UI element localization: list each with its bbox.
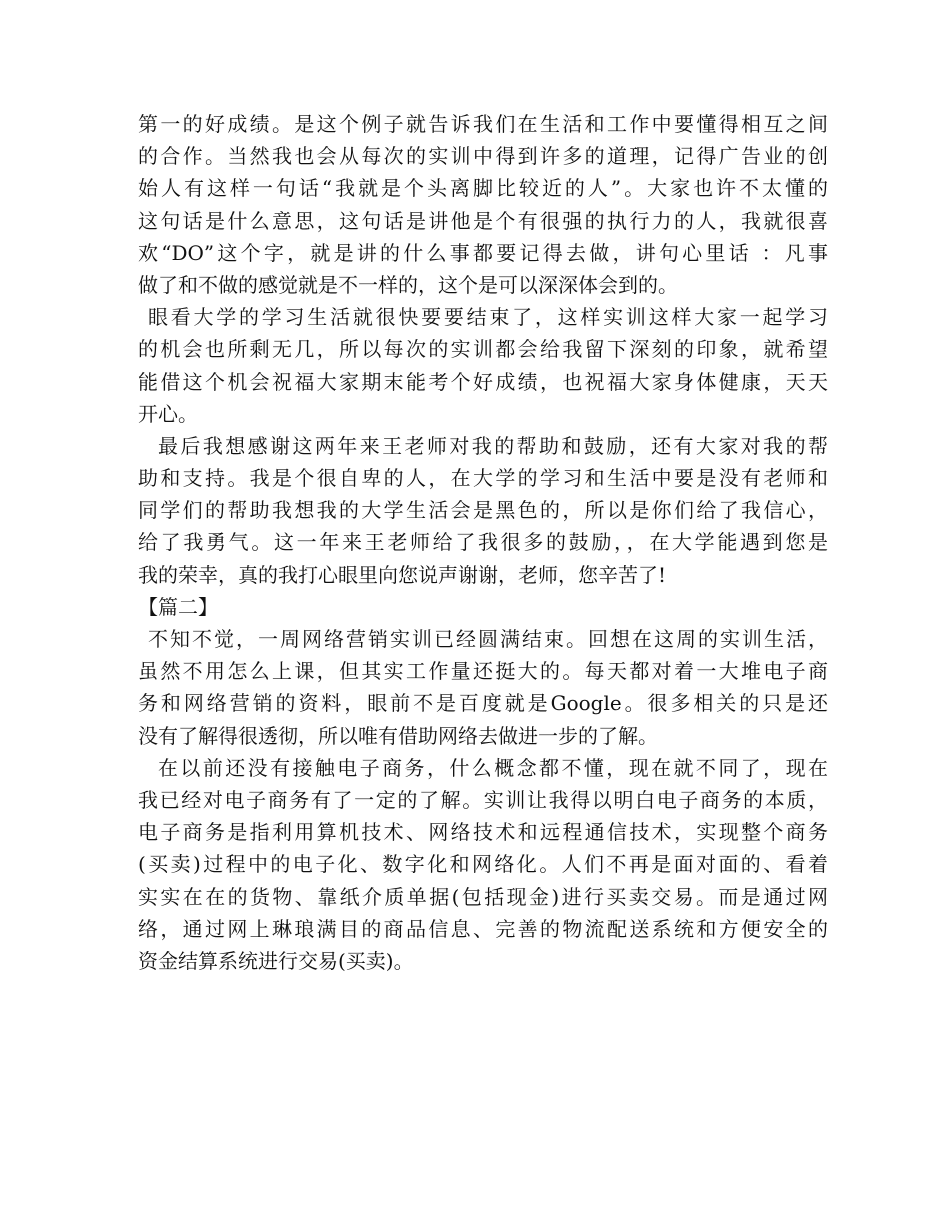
text-line: 的合作。当然我也会从每次的实训中得到许多的道理，记得广告业的创 [138, 144, 828, 169]
text-line: (买卖)过程中的电子化、数字化和网络化。人们不再是面对面的、看着 [138, 852, 828, 877]
text-line: 眼看大学的学习生活就很快要要结束了，这样实训这样大家一起学习 [148, 305, 828, 330]
text-line: 始人有这样一句话“我就是个头离脚比较近的人”。大家也许不太懂的 [138, 176, 828, 201]
document-body [138, 108, 828, 977]
text-line: 我已经对电子商务有了一定的了解。实训让我得以明白电子商务的本质， [138, 787, 828, 812]
text-line: 电子商务是指利用算机技术、网络技术和远程通信技术，实现整个商务 [138, 820, 828, 845]
text-line: 不知不觉，一周网络营销实训已经圆满结束。回想在这周的实训生活， [148, 627, 828, 651]
text-line: 开心。 [138, 401, 198, 426]
text-line: 没有了解得很透彻，所以唯有借助网络去做进一步的了解。 [138, 723, 658, 748]
text-line: 欢“DO”这个字，就是讲的什么事都要记得去做，讲句心里话 ：凡事 [138, 240, 828, 265]
text-line: 的机会也所剩无几，所以每次的实训都会给我留下深刻的印象，就希望 [138, 337, 828, 362]
text-line: 虽然不用怎么上课，但其实工作量还挺大的。每天都对着一大堆电子商 [138, 659, 828, 684]
text-line: 在以前还没有接触电子商务，什么概念都不懂，现在就不同了，现在 [158, 755, 828, 780]
text-line: 同学们的帮助我想我的大学生活会是黑色的，所以是你们给了我信心， [138, 498, 828, 523]
text-line: 最后我想感谢这两年来王老师对我的帮助和鼓励，还有大家对我的帮 [158, 433, 828, 458]
text-line: 【篇二】 [138, 594, 218, 619]
text-line: 助和支持。我是个很自卑的人，在大学的学习和生活中要是没有老师和 [138, 466, 828, 491]
text-line: 我的荣幸，真的我打心眼里向您说声谢谢，老师，您辛苦了! [138, 562, 667, 587]
text-line: 络，通过网上琳琅满目的商品信息、完善的物流配送系统和方便安全的 [138, 916, 828, 941]
text-line: 资金结算系统进行交易(买卖)。 [138, 948, 414, 973]
text-line: 这句话是什么意思，这句话是讲他是个有很强的执行力的人，我就很喜 [138, 208, 828, 233]
text-line: 给了我勇气。这一年来王老师给了我很多的鼓励，，在大学能遇到您是 [138, 530, 828, 555]
text-line: 第一的好成绩。是这个例子就告诉我们在生活和工作中要懂得相互之间 [138, 112, 828, 136]
text-line: 实实在在的货物、靠纸介质单据(包括现金)进行买卖交易。而是通过网 [138, 884, 828, 909]
text-line: 做了和不做的感觉就是不一样的，这个是可以深深体会到的。 [138, 272, 678, 297]
text-line: 能借这个机会祝福大家期末能考个好成绩，也祝福大家身体健康，天天 [138, 369, 828, 394]
text-line: 务和网络营销的资料，眼前不是百度就是Google。很多相关的只是还 [138, 691, 828, 716]
